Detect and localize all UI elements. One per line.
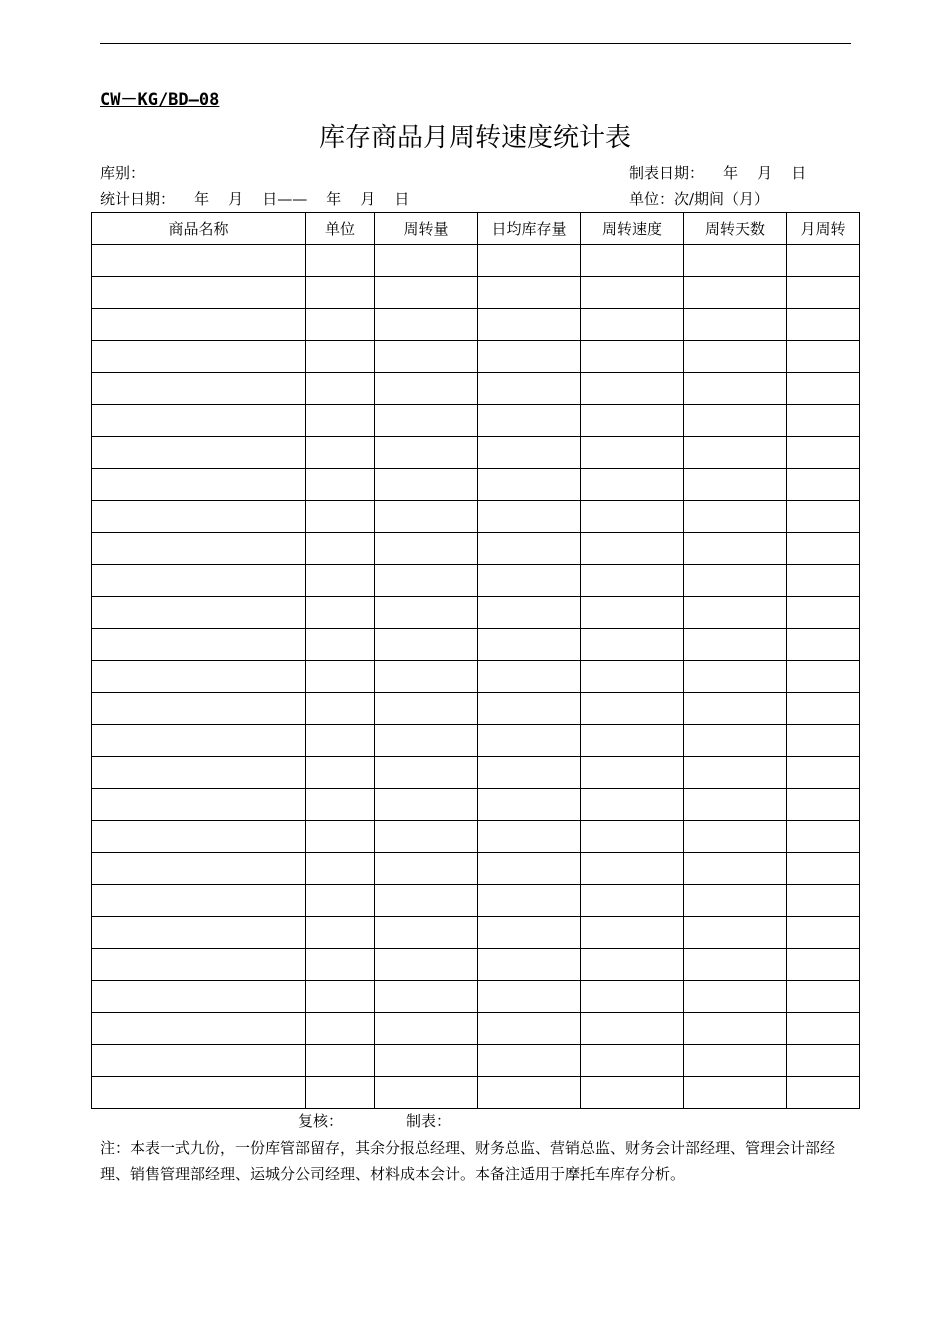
table-row (92, 725, 860, 757)
table-row (92, 597, 860, 629)
table-cell[interactable] (375, 949, 478, 981)
table-cell[interactable] (787, 757, 860, 789)
table-cell[interactable] (581, 885, 684, 917)
table-cell[interactable] (787, 309, 860, 341)
table-cell[interactable] (375, 373, 478, 405)
table-row (92, 533, 860, 565)
table-cell[interactable] (787, 533, 860, 565)
turnover-table (91, 212, 860, 1109)
column-header: 周转天数 (684, 213, 787, 245)
table-row (92, 693, 860, 725)
table-cell[interactable] (581, 277, 684, 309)
column-header: 日均库存量 (478, 213, 581, 245)
table-cell[interactable] (92, 277, 306, 309)
table-cell[interactable] (478, 725, 581, 757)
table-cell[interactable] (306, 405, 375, 437)
table-cell[interactable] (375, 853, 478, 885)
table-cell[interactable] (306, 1013, 375, 1045)
table-row (92, 469, 860, 501)
table-cell[interactable] (787, 981, 860, 1013)
table-cell[interactable] (478, 469, 581, 501)
table-cell[interactable] (375, 501, 478, 533)
table-cell[interactable] (684, 309, 787, 341)
table-row (92, 565, 860, 597)
table-cell[interactable] (684, 725, 787, 757)
table-cell[interactable] (92, 629, 306, 661)
table-cell[interactable] (478, 885, 581, 917)
table-cell[interactable] (478, 853, 581, 885)
table-cell[interactable] (581, 245, 684, 277)
table-row (92, 629, 860, 661)
table-cell[interactable] (306, 693, 375, 725)
table-cell[interactable] (787, 277, 860, 309)
table-cell[interactable] (92, 245, 306, 277)
table-cell[interactable] (581, 821, 684, 853)
table-cell[interactable] (478, 341, 581, 373)
table-cell[interactable] (787, 437, 860, 469)
table-cell[interactable] (684, 469, 787, 501)
table-cell[interactable] (375, 629, 478, 661)
table-cell[interactable] (478, 693, 581, 725)
table-cell[interactable] (684, 981, 787, 1013)
table-row (92, 757, 860, 789)
table-row (92, 501, 860, 533)
table-cell[interactable] (787, 1077, 860, 1109)
table-cell[interactable] (375, 341, 478, 373)
table-cell[interactable] (375, 725, 478, 757)
table-cell[interactable] (92, 821, 306, 853)
table-cell[interactable] (375, 1045, 478, 1077)
table-cell[interactable] (92, 533, 306, 565)
table-cell[interactable] (375, 981, 478, 1013)
document-code: CW－KG/BD—08 (100, 90, 220, 110)
table-cell[interactable] (684, 885, 787, 917)
table-cell[interactable] (787, 661, 860, 693)
table-cell[interactable] (375, 469, 478, 501)
table-cell[interactable] (92, 917, 306, 949)
table-cell[interactable] (581, 981, 684, 1013)
table-cell[interactable] (92, 597, 306, 629)
table-row (92, 885, 860, 917)
table-cell[interactable] (581, 373, 684, 405)
table-cell[interactable] (306, 661, 375, 693)
table-cell[interactable] (375, 245, 478, 277)
table-cell[interactable] (306, 597, 375, 629)
table-cell[interactable] (787, 1013, 860, 1045)
table-row (92, 981, 860, 1013)
table-cell[interactable] (478, 1045, 581, 1077)
table-row (92, 821, 860, 853)
table-cell[interactable] (581, 917, 684, 949)
table-cell[interactable] (92, 757, 306, 789)
table-cell[interactable] (787, 949, 860, 981)
table-cell[interactable] (684, 757, 787, 789)
table-cell[interactable] (478, 437, 581, 469)
reviewer-label: 复核： (298, 1112, 344, 1130)
table-cell[interactable] (375, 693, 478, 725)
table-cell[interactable] (581, 853, 684, 885)
table-cell[interactable] (92, 373, 306, 405)
table-cell[interactable] (306, 981, 375, 1013)
table-cell[interactable] (306, 533, 375, 565)
table-cell[interactable] (92, 405, 306, 437)
table-cell[interactable] (478, 757, 581, 789)
table-cell[interactable] (684, 949, 787, 981)
table-cell[interactable] (375, 1077, 478, 1109)
table-cell[interactable] (684, 277, 787, 309)
table-cell[interactable] (478, 629, 581, 661)
table-row (92, 245, 860, 277)
table-cell[interactable] (787, 789, 860, 821)
table-cell[interactable] (478, 501, 581, 533)
table-cell[interactable] (92, 981, 306, 1013)
table-cell[interactable] (306, 789, 375, 821)
table-cell[interactable] (92, 789, 306, 821)
table-cell[interactable] (478, 597, 581, 629)
column-header: 周转量 (375, 213, 478, 245)
table-cell[interactable] (478, 309, 581, 341)
table-cell[interactable] (306, 341, 375, 373)
table-cell[interactable] (92, 885, 306, 917)
table-cell[interactable] (787, 405, 860, 437)
table-cell[interactable] (787, 341, 860, 373)
table-row (92, 1013, 860, 1045)
table-cell[interactable] (375, 597, 478, 629)
table-cell[interactable] (787, 821, 860, 853)
table-cell[interactable] (787, 501, 860, 533)
table-cell[interactable] (375, 661, 478, 693)
table-cell[interactable] (478, 1077, 581, 1109)
table-cell[interactable] (306, 277, 375, 309)
table-cell[interactable] (478, 373, 581, 405)
table-cell[interactable] (306, 437, 375, 469)
table-cell[interactable] (684, 533, 787, 565)
page-title: 库存商品月周转速度统计表 (318, 123, 631, 153)
distribution-note: 注：本表一式九份，一份库管部留存，其余分报总经理、财务总监、营销总监、财务会计部经理、管理会计部经理、销售管理部经理、运城分公司经理、材料成本会计。本备注适用于摩托车库存分析。 (100, 1139, 836, 1183)
table-cell[interactable] (92, 341, 306, 373)
table-cell[interactable] (684, 853, 787, 885)
stat-period-label: 统计日期： 年 月 日—— 年 月 日 (100, 190, 410, 208)
table-cell[interactable] (581, 661, 684, 693)
table-cell[interactable] (684, 917, 787, 949)
table-cell[interactable] (684, 245, 787, 277)
table-cell[interactable] (478, 245, 581, 277)
table-cell[interactable] (375, 885, 478, 917)
table-cell[interactable] (581, 565, 684, 597)
table-cell[interactable] (684, 437, 787, 469)
table-row (92, 405, 860, 437)
table-cell[interactable] (581, 693, 684, 725)
column-header: 单位 (306, 213, 375, 245)
table-cell[interactable] (787, 597, 860, 629)
table-cell[interactable] (375, 1013, 478, 1045)
table-row (92, 661, 860, 693)
table-cell[interactable] (375, 917, 478, 949)
table-cell[interactable] (787, 565, 860, 597)
unit-label: 单位：次/期间（月） (629, 190, 770, 208)
preparer-label: 制表： (406, 1112, 452, 1130)
table-cell[interactable] (306, 821, 375, 853)
table-cell[interactable] (306, 309, 375, 341)
table-cell[interactable] (684, 373, 787, 405)
table-cell[interactable] (581, 501, 684, 533)
table-cell[interactable] (306, 757, 375, 789)
table-cell[interactable] (375, 757, 478, 789)
table-row (92, 341, 860, 373)
table-cell[interactable] (581, 629, 684, 661)
table-cell[interactable] (375, 437, 478, 469)
table-cell[interactable] (92, 661, 306, 693)
table-cell[interactable] (306, 725, 375, 757)
table-row (92, 1045, 860, 1077)
table-cell[interactable] (375, 277, 478, 309)
table-cell[interactable] (581, 405, 684, 437)
table-row (92, 949, 860, 981)
column-header: 商品名称 (92, 213, 306, 245)
column-header: 月周转 (787, 213, 860, 245)
table-cell[interactable] (581, 1077, 684, 1109)
table-cell[interactable] (581, 341, 684, 373)
table-cell[interactable] (684, 501, 787, 533)
table-cell[interactable] (306, 1077, 375, 1109)
table-cell[interactable] (306, 1045, 375, 1077)
warehouse-label: 库别： (100, 164, 146, 182)
table-cell[interactable] (787, 725, 860, 757)
table-cell[interactable] (581, 533, 684, 565)
table-cell[interactable] (684, 565, 787, 597)
table-cell[interactable] (92, 853, 306, 885)
table-cell[interactable] (306, 885, 375, 917)
table-cell[interactable] (92, 1013, 306, 1045)
table-cell[interactable] (92, 501, 306, 533)
table-cell[interactable] (92, 565, 306, 597)
table-cell[interactable] (375, 565, 478, 597)
table-cell[interactable] (92, 1045, 306, 1077)
table-cell[interactable] (306, 949, 375, 981)
table-cell[interactable] (581, 597, 684, 629)
table-cell[interactable] (787, 917, 860, 949)
table-cell[interactable] (581, 757, 684, 789)
top-rule (100, 43, 851, 44)
table-row (92, 277, 860, 309)
table-cell[interactable] (306, 629, 375, 661)
table-cell[interactable] (375, 821, 478, 853)
table-cell[interactable] (478, 533, 581, 565)
table-cell[interactable] (581, 949, 684, 981)
table-cell[interactable] (581, 309, 684, 341)
table-cell[interactable] (92, 469, 306, 501)
table-cell[interactable] (787, 373, 860, 405)
table-cell[interactable] (478, 405, 581, 437)
table-cell[interactable] (306, 501, 375, 533)
table-cell[interactable] (92, 437, 306, 469)
table-cell[interactable] (684, 789, 787, 821)
table-cell[interactable] (787, 629, 860, 661)
prepared-date-label: 制表日期： 年 月 日 (629, 164, 807, 182)
table-cell[interactable] (581, 1045, 684, 1077)
table-cell[interactable] (478, 277, 581, 309)
table-cell[interactable] (787, 245, 860, 277)
table-cell[interactable] (92, 309, 306, 341)
table-header-row (92, 213, 860, 245)
table-row (92, 309, 860, 341)
table-row (92, 1077, 860, 1109)
table-cell[interactable] (478, 917, 581, 949)
table-cell[interactable] (478, 821, 581, 853)
table-cell[interactable] (375, 405, 478, 437)
table-cell[interactable] (478, 565, 581, 597)
table-row (92, 789, 860, 821)
table-cell[interactable] (478, 1013, 581, 1045)
table-cell[interactable] (478, 949, 581, 981)
table-cell[interactable] (478, 981, 581, 1013)
table-cell[interactable] (684, 341, 787, 373)
table-cell[interactable] (92, 693, 306, 725)
table-cell[interactable] (684, 821, 787, 853)
table-cell[interactable] (375, 533, 478, 565)
table-cell[interactable] (478, 789, 581, 821)
table-cell[interactable] (684, 661, 787, 693)
table-row (92, 373, 860, 405)
table-cell[interactable] (581, 725, 684, 757)
table-cell[interactable] (581, 437, 684, 469)
table-cell[interactable] (92, 949, 306, 981)
table-row (92, 917, 860, 949)
table-cell[interactable] (306, 469, 375, 501)
table-cell[interactable] (684, 1013, 787, 1045)
table-cell[interactable] (581, 789, 684, 821)
table-cell[interactable] (787, 885, 860, 917)
table-row (92, 437, 860, 469)
table-cell[interactable] (92, 1077, 306, 1109)
column-header: 周转速度 (581, 213, 684, 245)
table-cell[interactable] (684, 693, 787, 725)
table-cell[interactable] (306, 245, 375, 277)
table-cell[interactable] (306, 565, 375, 597)
table-cell[interactable] (478, 661, 581, 693)
table-cell[interactable] (787, 853, 860, 885)
table-cell[interactable] (306, 917, 375, 949)
table-cell[interactable] (306, 373, 375, 405)
table-cell[interactable] (684, 1045, 787, 1077)
table-cell[interactable] (684, 629, 787, 661)
table-cell[interactable] (684, 597, 787, 629)
table-cell[interactable] (306, 853, 375, 885)
table-cell[interactable] (375, 309, 478, 341)
table-cell[interactable] (375, 789, 478, 821)
table-cell[interactable] (787, 1045, 860, 1077)
table-cell[interactable] (581, 469, 684, 501)
table-cell[interactable] (581, 1013, 684, 1045)
table-cell[interactable] (787, 469, 860, 501)
table-cell[interactable] (684, 405, 787, 437)
table-cell[interactable] (787, 693, 860, 725)
table-cell[interactable] (684, 1077, 787, 1109)
table-row (92, 853, 860, 885)
table-cell[interactable] (92, 725, 306, 757)
